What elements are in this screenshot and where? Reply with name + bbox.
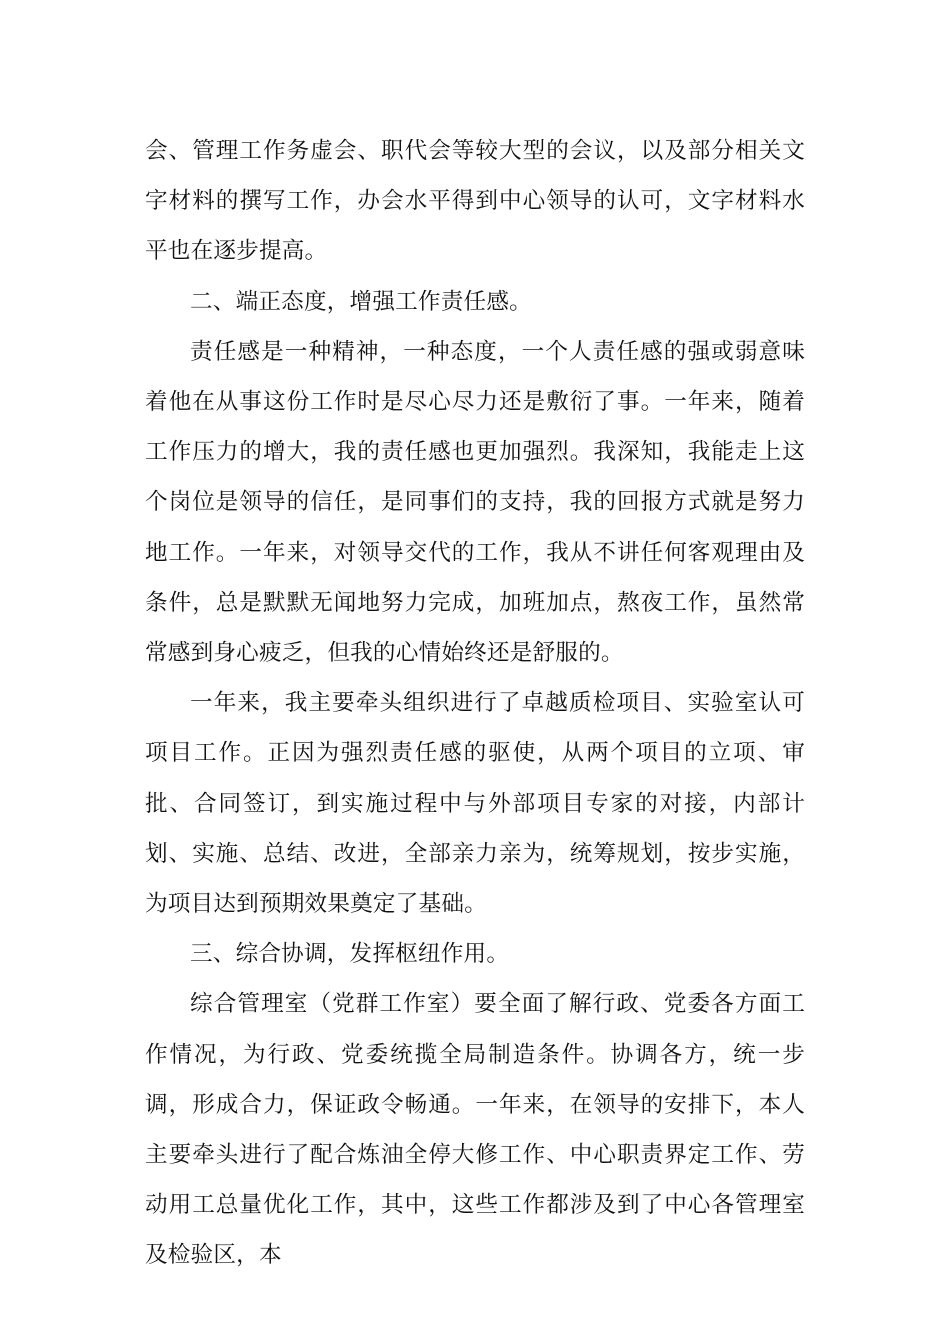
paragraph-coordination: 综合管理室（党群工作室）要全面了解行政、党委各方面工作情况，为行政、党委统揽全局制造条件。协调各方，统一步调，形成合力，保证政令畅通。一年来，在领导的安排下，本人主要牵头进行了配合炼油全停大修工作、中心职责界定工作、劳动用工总量优化工作，其中，这些工作都涉及到了中心各管理室及检验区，本: [145, 991, 805, 1269]
document-body: [145, 126, 805, 1281]
heading-section-two: 二、端正态度，增强工作责任感。: [190, 288, 532, 315]
paragraph-meeting-work: 会、管理工作务虚会、职代会等较大型的会议，以及部分相关文字材料的撰写工作，办会水平得到中心领导的认可，文字材料水平也在逐步提高。: [145, 138, 805, 265]
heading-section-three: 三、综合协调，发挥枢纽作用。: [190, 941, 510, 968]
paragraph-responsibility: 责任感是一种精神，一种态度，一个人责任感的强或弱意味着他在从事这份工作时是尽心尽力还是敷衍了事。一年来，随着工作压力的增大，我的责任感也更加强烈。我深知，我能走上这个岗位是领导的信任，是同事们的支持，我的回报方式就是努力地工作。一年来，对领导交代的工作，我从不讲任何客观理由及条件，总是默默无闻地努力完成，加班加点，熬夜工作，虽然常常感到身心疲乏，但我的心情始终还是舒服的。: [145, 338, 805, 667]
paragraph-projects: 一年来，我主要牵头组织进行了卓越质检项目、实验室认可项目工作。正因为强烈责任感的驱使，从两个项目的立项、审批、合同签订，到实施过程中与外部项目专家的对接，内部计划、实施、总结、改进，全部亲力亲为，统筹规划，按步实施，为项目达到预期效果奠定了基础。: [145, 690, 805, 918]
